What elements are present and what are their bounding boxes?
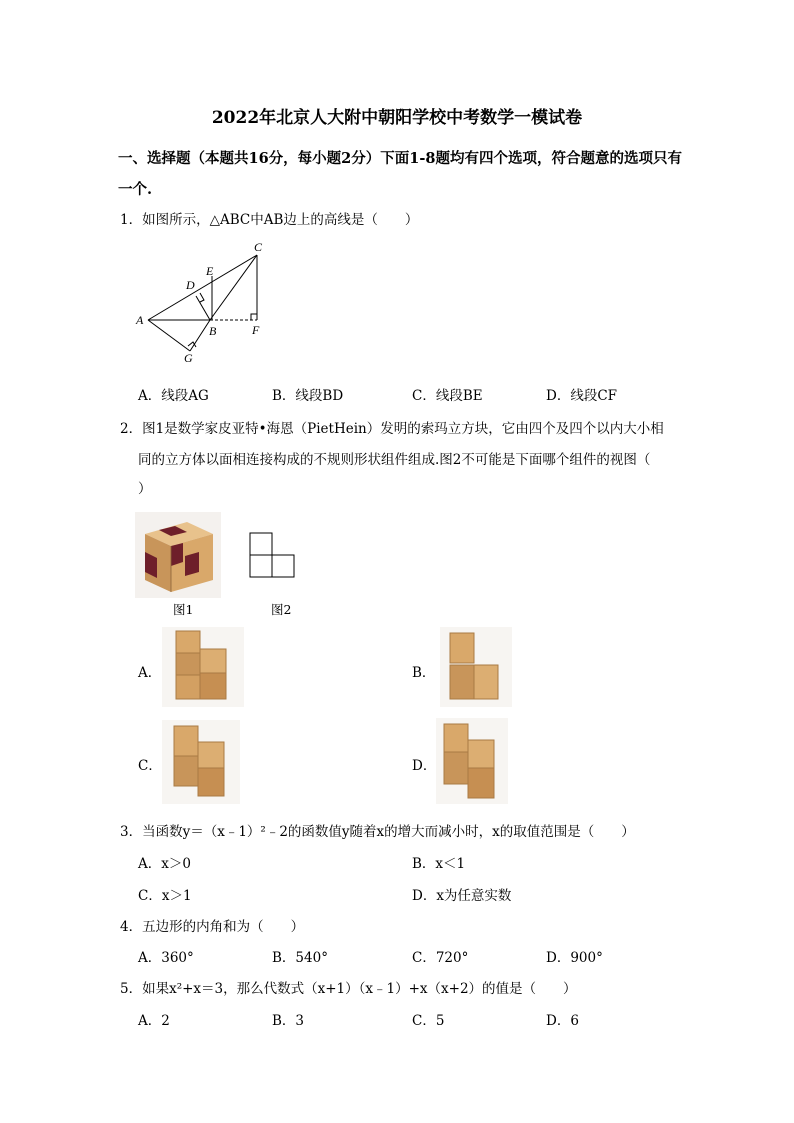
- q2-option-c-image: [162, 720, 240, 804]
- q3-option-a[interactable]: A．x＞0: [138, 856, 191, 872]
- q3-option-c[interactable]: C．x＞1: [138, 888, 192, 904]
- q2-option-c-label[interactable]: C．: [138, 758, 162, 774]
- section-header-line2: 一个.: [118, 181, 153, 198]
- q4-option-d[interactable]: D．900°: [546, 950, 603, 966]
- q4-option-a[interactable]: A．360°: [138, 950, 194, 966]
- q5-option-b[interactable]: B．3: [272, 1013, 305, 1029]
- q5-option-d[interactable]: D．6: [546, 1013, 579, 1029]
- question-3-stem: 3．当函数y＝（x﹣1）²﹣2的函数值y随着x的增大而减小时，x的取值范围是（ ）: [120, 824, 635, 840]
- soma-cube-image: [135, 512, 221, 598]
- label-d: D: [186, 278, 195, 292]
- question-4-stem: 4．五边形的内角和为（ ）: [120, 919, 305, 935]
- segment-ac: [148, 255, 257, 320]
- segment-bd: [196, 296, 210, 320]
- right-angle-f: [251, 314, 257, 320]
- q2-option-b-label[interactable]: B．: [412, 665, 436, 681]
- q2-option-a-image: [162, 627, 244, 707]
- label-f: F: [252, 323, 260, 337]
- question-2-line2: 同的立方体以面相连接构成的不规则形状组件组成.图2不可能是下面哪个组件的视图（: [138, 452, 651, 468]
- q2-option-d-label[interactable]: D．: [412, 758, 437, 774]
- q2-option-b-image: [440, 627, 512, 707]
- q1-triangle-figure: [130, 238, 280, 368]
- q2-option-d-image: [436, 718, 508, 804]
- section-header-line1: 一、选择题（本题共16分，每小题2分）下面1-8题均有四个选项，符合题意的选项只有: [118, 150, 682, 167]
- segment-bc: [210, 255, 257, 320]
- q1-option-a[interactable]: A．线段AG: [138, 388, 209, 404]
- label-e: E: [206, 264, 214, 278]
- right-angle-d: [200, 293, 204, 302]
- label-a: A: [136, 313, 144, 327]
- figure-2-view: [246, 531, 300, 583]
- label-b: B: [209, 324, 217, 338]
- label-c: C: [254, 240, 263, 254]
- question-1-stem: 1．如图所示，△ABC中AB边上的高线是（ ）: [120, 212, 419, 228]
- q1-option-c[interactable]: C．线段BE: [412, 388, 483, 404]
- question-2-line1: 2．图1是数学家皮亚特•海恩（PietHein）发明的索玛立方块，它由四个及四个以内大小相: [120, 421, 664, 437]
- q3-option-d[interactable]: D．x为任意实数: [412, 888, 512, 904]
- q5-option-c[interactable]: C．5: [412, 1013, 445, 1029]
- q5-option-a[interactable]: A．2: [138, 1013, 170, 1029]
- question-5-stem: 5．如果x²+x＝3，那么代数式（x+1）（x﹣1）+x（x+2）的值是（ ）: [120, 981, 577, 997]
- q4-option-b[interactable]: B．540°: [272, 950, 328, 966]
- q3-option-b[interactable]: B．x＜1: [412, 856, 466, 872]
- segment-ag: [148, 320, 190, 351]
- q4-option-c[interactable]: C．720°: [412, 950, 469, 966]
- page-title: 2022年北京人大附中朝阳学校中考数学一模试卷: [211, 108, 583, 128]
- segment-bg-extension: [190, 320, 210, 351]
- figure-1-caption: 图1: [173, 602, 194, 617]
- q2-option-a-label[interactable]: A．: [138, 665, 162, 681]
- label-g: G: [184, 351, 193, 365]
- q1-option-d[interactable]: D．线段CF: [546, 388, 618, 404]
- q1-option-b[interactable]: B．线段BD: [272, 388, 344, 404]
- figure-2-caption: 图2: [271, 602, 292, 617]
- question-2-line3: ）: [138, 481, 152, 497]
